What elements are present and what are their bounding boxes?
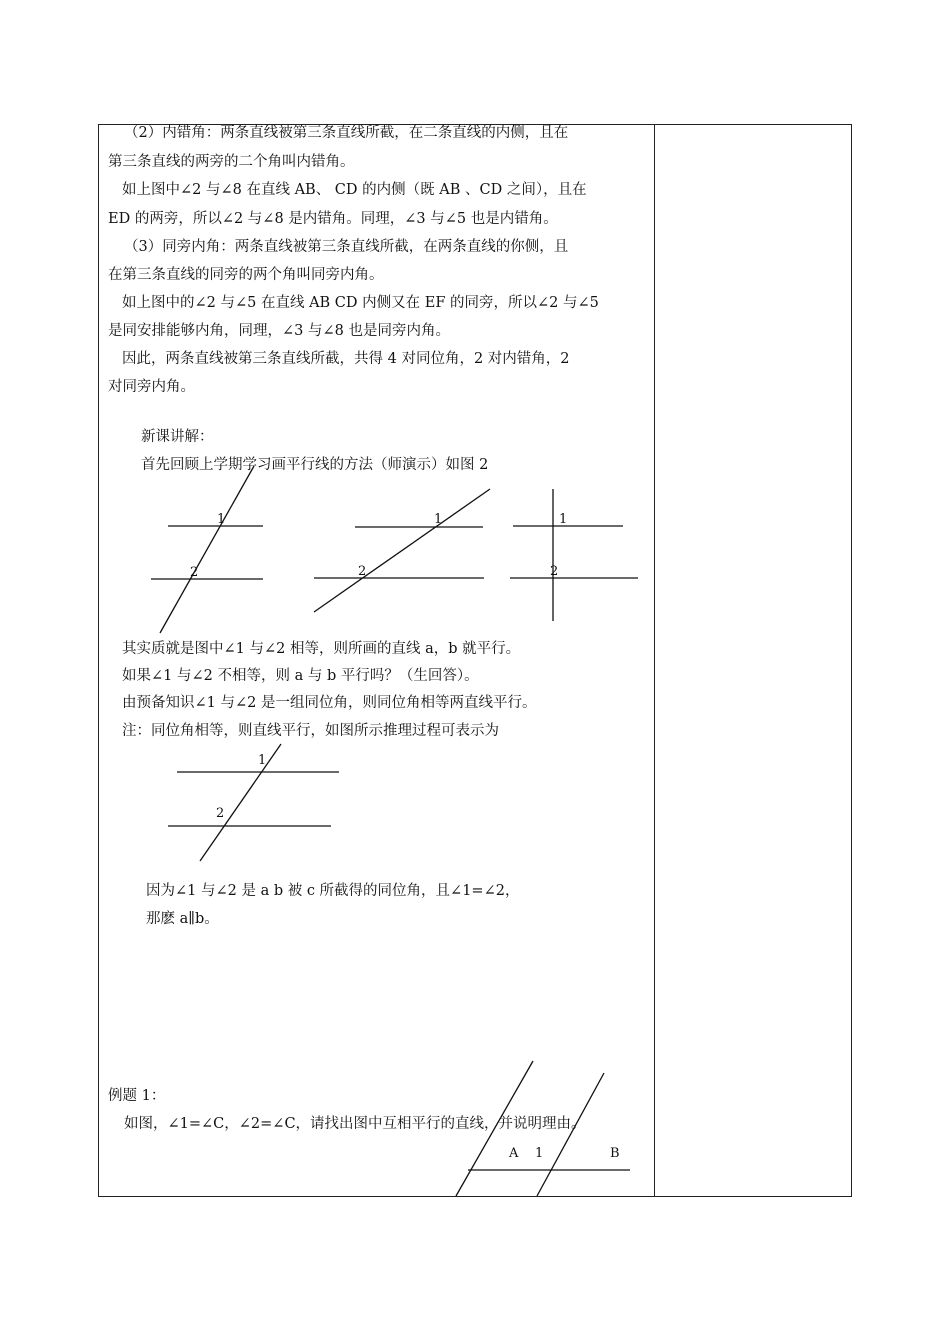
example-title: 例题 1： bbox=[108, 1088, 166, 1104]
example-line-right bbox=[537, 1073, 604, 1196]
paragraph-line-3: 如上图中∠2 与∠8 在直线 AB、 CD 的内侧（既 AB 、CD 之间），且在 bbox=[122, 182, 587, 198]
fig2b-label-1: 1 bbox=[434, 512, 443, 527]
paragraph-line-2: 第三条直线的两旁的二个角叫内错角。 bbox=[108, 154, 355, 170]
fig2c-label-2: 2 bbox=[550, 564, 559, 579]
paragraph-line-8: 是同安排能够内角，同理，∠3 与∠8 也是同旁内角。 bbox=[108, 323, 450, 339]
paragraph-line-6: 在第三条直线的同旁的两个角叫同旁内角。 bbox=[108, 267, 384, 283]
paragraph-line-5: （3）同旁内角：两条直线被第三条直线所截，在两条直线的你侧，且 bbox=[124, 239, 569, 255]
fig2a-label-1: 1 bbox=[217, 512, 226, 527]
example-question: 如图，∠1=∠C，∠2=∠C，请找出图中互相平行的直线，并说明理由。 bbox=[124, 1116, 586, 1132]
explanation-line-2: 如果∠1 与∠2 不相等，则 a 与 b 平行吗？（生回答）。 bbox=[122, 668, 479, 684]
explanation-line-1: 其实质就是图中∠1 与∠2 相等，则所画的直线 a，b 就平行。 bbox=[122, 641, 521, 657]
paragraph-line-7: 如上图中的∠2 与∠5 在直线 AB CD 内侧又在 EF 的同旁，所以∠2 与∠5 bbox=[122, 295, 599, 311]
new-lesson-heading: 新课讲解： bbox=[141, 429, 214, 445]
example-line-left bbox=[456, 1061, 533, 1196]
reasoning-line-2: 那麽 a∥b。 bbox=[146, 911, 219, 927]
paragraph-line-9: 因此，两条直线被第三条直线所截，共得 4 对同位角，2 对内错角，2 bbox=[122, 351, 570, 367]
fig3-transversal bbox=[200, 744, 281, 861]
paragraph-line-1: （2）内错角：两条直线被第三条直线所截，在二条直线的内侧，且在 bbox=[124, 125, 569, 141]
example-label-b: B bbox=[610, 1146, 620, 1161]
fig2b-label-2: 2 bbox=[358, 564, 367, 579]
reasoning-line-1: 因为∠1 与∠2 是 a b 被 c 所截得的同位角，且∠1=∠2， bbox=[146, 883, 520, 899]
fig2b-transversal bbox=[314, 489, 490, 612]
fig3-label-2: 2 bbox=[216, 806, 225, 821]
fig2a-label-2: 2 bbox=[190, 565, 199, 580]
fig2c-label-1: 1 bbox=[559, 512, 568, 527]
paragraph-line-4: ED 的两旁，所以∠2 与∠8 是内错角。同理，∠3 与∠5 也是内错角。 bbox=[108, 211, 558, 227]
explanation-line-3: 由预备知识∠1 与∠2 是一组同位角，则同位角相等两直线平行。 bbox=[122, 695, 537, 711]
example-label-a: A bbox=[509, 1146, 519, 1161]
explanation-line-4: 注：同位角相等，则直线平行，如图所示推理过程可表示为 bbox=[122, 723, 499, 739]
fig3-label-1: 1 bbox=[258, 753, 267, 768]
paragraph-line-10: 对同旁内角。 bbox=[108, 379, 195, 395]
example-label-1: 1 bbox=[535, 1146, 544, 1161]
fig2a-transversal bbox=[160, 466, 254, 633]
new-lesson-intro: 首先回顾上学期学习画平行线的方法（师演示）如图 2 bbox=[141, 457, 489, 473]
